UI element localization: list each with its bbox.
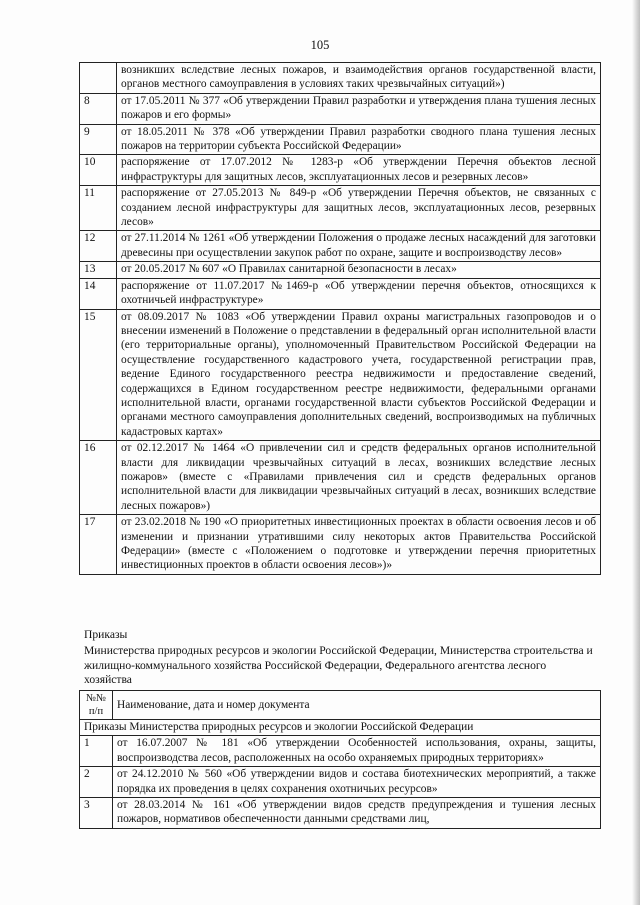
group-row [80, 720, 601, 736]
table-row [80, 63, 601, 94]
table-row [80, 515, 601, 575]
row-number [80, 63, 117, 94]
row-text: от 08.09.2017 № 1083 «Об утверждении Правил охраны магистральных газопроводов и о внесении изменений в Положение о представлении в федеральный орган исполнительной власти (его территориальные органы), уполномоченный Правительством Российской Федерации на осуществление государственного кадастрового учета, государственной регистрации прав, ведение Единого государственного реестра недвижимости и предоставление сведений, содержащихся в Едином государственном реестре недвижимости, федеральными органами исполнительной власти, органами государственной власти субъектов Российской Федерации и органами местного самоуправления дополнительных сведений, воспроизводимых на публичных кадастровых картах» [117, 309, 601, 441]
row-text: от 27.11.2014 № 1261 «Об утверждении Положения о продаже лесных насаждений для заготовки древесины при осуществлении закупок работ по охране, защите и воспроизводству лесов» [117, 231, 601, 262]
row-number: 9 [80, 124, 117, 155]
row-text: от 20.05.2017 № 607 «О Правилах санитарной безопасности в лесах» [117, 262, 601, 278]
row-number: 11 [80, 186, 117, 231]
table-row [80, 736, 601, 767]
row-text: от 17.05.2011 № 377 «Об утверждении Правил разработки и утверждения плана тушения лесных пожаров и его формы» [117, 93, 601, 124]
page-number: 105 [310, 38, 330, 52]
row-number: 1 [80, 736, 113, 767]
row-text: распоряжение от 11.07.2017 №1469-р «Об утверждении перечня объектов, относящихся к охотничьей инфраструктуре» [117, 278, 601, 309]
table-row [80, 186, 601, 231]
table-row [80, 798, 601, 829]
row-text: распоряжение от 27.05.2013 № 849-р «Об утверждении Перечня объектов, не связанных с созданием лесной инфраструктуры для защитных лесов, эксплуатационных лесов, резервных лесов» [117, 186, 601, 231]
row-text: от 02.12.2017 № 1464 «О привлечении сил и средств федеральных органов исполнительной власти для ликвидации чрезвычайных ситуаций в лесах, возникших вследствие лесных пожаров» (вместе с «Правилами привлечения сил и средств федеральных органов исполнительной власти для ликвидации чрезвычайных ситуаций в лесах, возникших вследствие лесных пожаров») [117, 441, 601, 515]
row-text: от 24.12.2010 № 560 «Об утверждении видов и состава биотехнических мероприятий, а также порядка их проведения в целях сохранения охотничьих ресурсов» [113, 767, 601, 798]
row-number: 10 [80, 155, 117, 186]
header-name: Наименование, дата и номер документа [113, 691, 601, 720]
row-number: 3 [80, 798, 113, 829]
row-text: распоряжение от 17.07.2012 № 1283-р «Об утверждении Перечня объектов лесной инфраструктуры для защитных лесов, эксплуатационных лесов и резервных лесов» [117, 155, 601, 186]
table-row [80, 441, 601, 515]
table-row [80, 309, 601, 441]
row-number: 14 [80, 278, 117, 309]
row-number: 8 [80, 93, 117, 124]
header-number: №№ п/п [80, 691, 113, 720]
row-number: 15 [80, 309, 117, 441]
scan-edge-shadow [632, 0, 640, 905]
table-row [80, 262, 601, 278]
group-title: Приказы Министерства природных ресурсов и экологии Российской Федерации [80, 720, 601, 736]
row-text: от 18.05.2011 № 378 «Об утверждении Правил разработки сводного плана тушения лесных пожаров на территории субъекта Российской Федерации» [117, 124, 601, 155]
table-row [80, 124, 601, 155]
government-decrees-table [79, 62, 601, 575]
orders-table [79, 690, 601, 829]
row-text: от 28.03.2014 № 161 «Об утверждении видов средств предупреждения и тушения лесных пожаров, нормативов обеспеченности данными средствами лиц, [113, 798, 601, 829]
row-number: 12 [80, 231, 117, 262]
table-header-row [80, 691, 601, 720]
table-row [80, 93, 601, 124]
section-description: Министерства природных ресурсов и экологии Российской Федерации, Министерства строительства и жилищно-коммунального хозяйства Российской Федерации, Федерального агентства лесного хозяйства [84, 644, 593, 687]
row-text: от 16.07.2007 № 181 «Об утверждении Особенностей использования, охраны, защиты, воспроизводства лесов, расположенных на особо охраняемых природных территориях» [113, 736, 601, 767]
row-number: 2 [80, 767, 113, 798]
row-number: 17 [80, 515, 117, 575]
table-row [80, 231, 601, 262]
table-row [80, 767, 601, 798]
row-text: от 23.02.2018 № 190 «О приоритетных инвестиционных проектах в области освоения лесов и об изменении и признании утратившими силу некоторых актов Правительства Российской Федерации» (вместе с «Положением о подготовке и утверждении перечня приоритетных инвестиционных проектов в области освоения лесов»)» [117, 515, 601, 575]
row-text: возникших вследствие лесных пожаров, и взаимодействия органов государственной власти, органов местного самоуправления в условиях таких чрезвычайных ситуаций») [117, 63, 601, 94]
row-number: 16 [80, 441, 117, 515]
table-row [80, 155, 601, 186]
row-number: 13 [80, 262, 117, 278]
section-title: Приказы [84, 628, 128, 641]
table-row [80, 278, 601, 309]
